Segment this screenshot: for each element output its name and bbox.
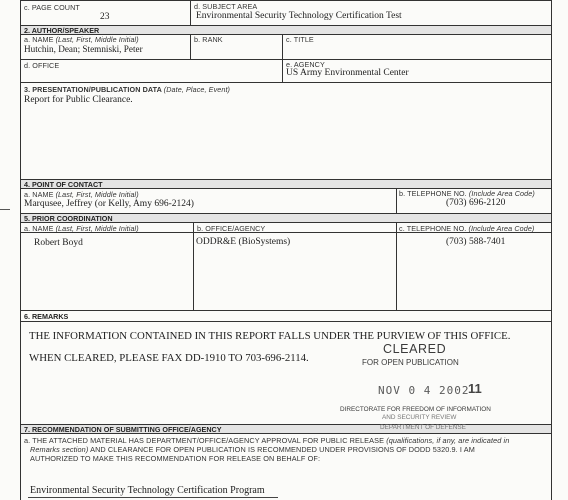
cleared-stamp-title: CLEARED	[383, 342, 447, 356]
author-speaker-heading: 2. AUTHOR/SPEAKER	[24, 26, 100, 35]
rule	[20, 0, 551, 1]
title-label: c. TITLE	[286, 35, 314, 44]
poc-phone-label: b. TELEPHONE NO. (Include Area Code)	[399, 189, 535, 198]
coord-phone-value: (703) 588-7401	[446, 237, 506, 247]
page-count-label: c. PAGE COUNT	[24, 3, 80, 12]
recommendation-text-line-2: Remarks section) AND CLEARANCE FOR OPEN PUBLICATION IS RECOMMENDED UNDER PROVISIONS OF DODD 5320.9. I AM	[30, 445, 475, 454]
agency-value: US Army Environmental Center	[286, 68, 409, 78]
poc-phone-value: (703) 696-2120	[446, 198, 506, 208]
author-name-label: a. NAME (Last, First, Middle Initial)	[24, 35, 139, 44]
subject-area-label: d. SUBJECT AREA	[194, 2, 258, 11]
poc-name-label: a. NAME (Last, First, Middle Initial)	[24, 190, 139, 199]
agency-label: e. AGENCY	[286, 60, 325, 69]
prior-coordination-heading: 5. PRIOR COORDINATION	[24, 214, 113, 223]
rule	[20, 82, 551, 83]
rule	[396, 222, 397, 310]
rule	[20, 310, 551, 311]
rule	[190, 0, 191, 25]
margin-mark	[0, 209, 10, 210]
coord-name-label: a. NAME (Last, First, Middle Initial)	[24, 224, 139, 233]
presentation-value: Report for Public Clearance.	[24, 95, 133, 105]
coord-office-value: ODDR&E (BioSystems)	[196, 237, 291, 247]
cleared-stamp-directorate: DIRECTORATE FOR FREEDOM OF INFORMATION	[340, 406, 491, 413]
presentation-label: 3. PRESENTATION/PUBLICATION DATA (Date, Place, Event)	[24, 85, 231, 94]
cleared-stamp-number: 11	[468, 381, 482, 396]
rule	[193, 222, 194, 310]
rule	[282, 34, 283, 82]
cleared-stamp-review: AND SECURITY REVIEW	[382, 414, 457, 421]
cleared-stamp-subtitle: FOR OPEN PUBLICATION	[362, 358, 459, 367]
author-name-value: Hutchin, Dean; Stemniski, Peter	[24, 44, 143, 54]
poc-name-value: Marqusee, Jeffrey (or Kelly, Amy 696-2124)	[24, 199, 194, 209]
coord-name-value: Robert Boyd	[34, 238, 83, 248]
remarks-line-1: THE INFORMATION CONTAINED IN THIS REPORT FALLS UNDER THE PURVIEW OF THIS OFFICE.	[29, 330, 511, 342]
point-of-contact-heading: 4. POINT OF CONTACT	[24, 180, 103, 189]
rank-label: b. RANK	[194, 35, 223, 44]
program-signature-line	[28, 497, 278, 498]
rule	[20, 321, 551, 322]
rule	[190, 34, 191, 59]
recommendation-text-line-1: a. THE ATTACHED MATERIAL HAS DEPARTMENT/OFFICE/AGENCY APPROVAL FOR PUBLIC RELEASE (qualifications, if any, are indicated in	[24, 436, 510, 445]
coord-office-label: b. OFFICE/AGENCY	[197, 224, 266, 233]
office-label: d. OFFICE	[24, 61, 60, 70]
recommendation-text-line-3: AUTHORIZED TO MAKE THIS RECOMMENDATION FOR RELEASE ON BEHALF OF:	[30, 454, 321, 463]
cleared-stamp-date: NOV 0 4 2002	[378, 384, 470, 397]
coord-phone-label: c. TELEPHONE NO. (Include Area Code)	[399, 224, 535, 233]
rule	[396, 188, 397, 213]
page-count-value: 23	[100, 12, 110, 22]
recommendation-heading: 7. RECOMMENDATION OF SUBMITTING OFFICE/AGENCY	[24, 425, 222, 434]
subject-area-value: Environmental Security Technology Certification Test	[196, 11, 402, 21]
remarks-line-2: WHEN CLEARED, PLEASE FAX DD-1910 TO 703-696-2114.	[29, 352, 309, 364]
remarks-heading: 6. REMARKS	[24, 312, 69, 321]
section-header-bg	[21, 26, 551, 34]
form-right-border	[551, 0, 552, 500]
cleared-stamp-department: DEPARTMENT OF DEFENSE	[380, 424, 466, 431]
recommendation-program-value: Environmental Security Technology Certification Program	[30, 485, 265, 496]
